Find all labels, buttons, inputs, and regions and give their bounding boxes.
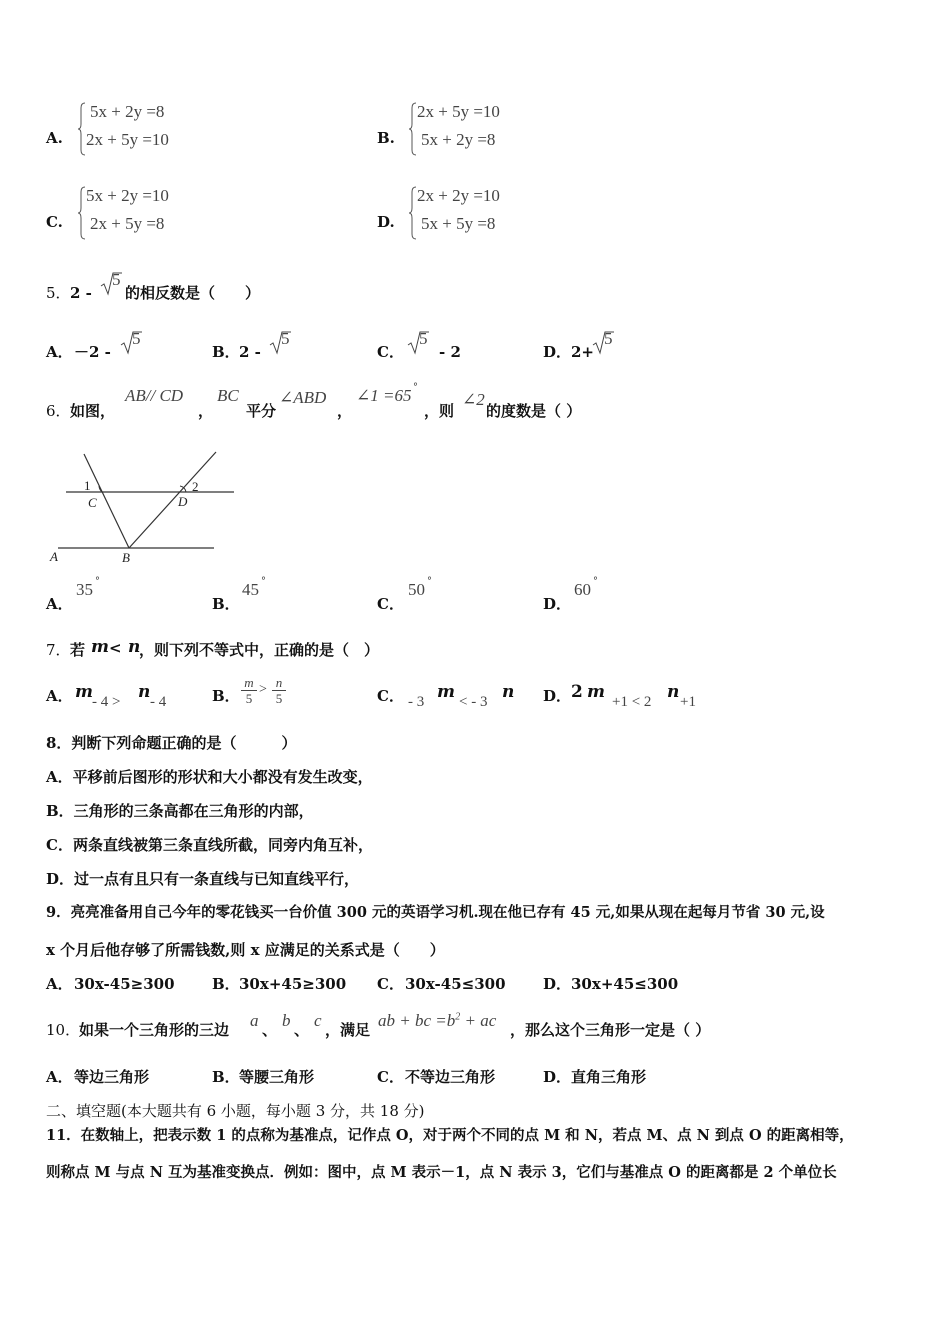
var-n: n	[502, 682, 515, 702]
math-expr: - 4 >	[92, 694, 121, 710]
option-letter: B.	[377, 129, 395, 147]
option-b: B．三角形的三条高都在三角形的内部，	[46, 802, 314, 820]
option-c-text: - 2	[439, 343, 461, 361]
denominator: 5	[245, 691, 253, 706]
equation-system	[78, 186, 218, 242]
denominator: 5	[275, 691, 283, 706]
option-b-text: 30x+45≥300	[239, 975, 347, 993]
label-c: C	[88, 495, 97, 510]
stem-part: ，则	[424, 402, 455, 420]
equation-exponent: 2	[455, 1011, 461, 1023]
var-n: n	[667, 682, 680, 702]
option-b-text: 2 -	[239, 343, 261, 361]
option-letter: A．	[46, 343, 73, 361]
section-title: 二、填空题(本大题共有 6 小题，每小题 3 分，共 18 分)	[46, 1102, 425, 1120]
option-letter: D．	[543, 687, 572, 705]
stem-part: ，那么这个三角形一定是（ ）	[510, 1021, 711, 1039]
option-value: 45	[242, 580, 259, 599]
degree-sign: °	[413, 382, 418, 393]
stem-part: 的度数是（ ）	[486, 402, 582, 420]
option-d-text: 直角三角形	[571, 1068, 647, 1086]
fraction-m-5	[241, 675, 257, 706]
math-expr: - 3	[408, 694, 425, 710]
option-d-text: 2+	[571, 343, 595, 361]
equation-1: 2x + 2y =10	[417, 186, 500, 205]
option-letter: D.	[377, 213, 395, 231]
var-a: a	[250, 1011, 259, 1030]
option-letter: B．	[212, 1068, 240, 1086]
option-c-text: 30x-45≤300	[405, 975, 506, 993]
equation	[378, 1011, 496, 1031]
option-letter: C．	[377, 343, 404, 361]
question-stem: 8．判断下列命题正确的是（ ）	[46, 734, 297, 752]
var-m: m	[75, 682, 93, 702]
question-number: 7．	[46, 641, 71, 659]
stem-part: 若	[70, 641, 86, 659]
math-expr: ∠2	[462, 390, 485, 409]
line-bd	[129, 452, 216, 548]
var-c: c	[314, 1011, 322, 1030]
equation-1: 5x + 2y =10	[86, 186, 169, 205]
var-b: b	[282, 1011, 291, 1030]
stem-part: 如图，	[70, 402, 116, 420]
var-n: n	[138, 682, 151, 702]
option-a-text: 30x-45≥300	[74, 975, 175, 993]
option-letter: A．	[46, 595, 73, 613]
fraction-n-5	[272, 675, 286, 706]
option-letter: A．	[46, 1068, 73, 1086]
question-stem-line-1: 9．亮亮准备用自己今年的零花钱买一台价值 300 元的英语学习机.现在他已存有 45 元,如果从现在起每月节省 30 元,设	[46, 904, 825, 921]
math-expr: ∠1 =65	[356, 386, 412, 405]
math-expr: +1 < 2	[612, 694, 652, 710]
stem-part: 如果一个三角形的三边	[79, 1021, 230, 1039]
var-n: n	[128, 637, 141, 657]
option-c: C．两条直线被第三条直线所截，同旁内角互补，	[46, 836, 373, 854]
geometry-figure	[44, 448, 244, 570]
equation-2: 5x + 5y =8	[421, 214, 496, 233]
option-letter: C．	[377, 975, 404, 993]
option-value: 50	[408, 580, 425, 599]
option-value: 35	[76, 580, 93, 599]
question-stem-tail: 的相反数是（ ）	[125, 284, 261, 302]
option-letter: B．	[212, 975, 240, 993]
var-m: m	[91, 637, 109, 657]
equation-1: 5x + 2y =8	[90, 102, 165, 121]
greater-than: >	[259, 682, 267, 697]
question-stem-line-1: 11．在数轴上，把表示数 1 的点称为基准点，记作点 O，对于两个不同的点 M 和 N，若点 M、点 N 到点 O 的距离相等，	[46, 1127, 854, 1144]
option-letter: A．	[46, 687, 73, 705]
radicand: 5	[132, 329, 141, 348]
radicand: 5	[419, 329, 428, 348]
option-a-text: 等边三角形	[74, 1068, 150, 1086]
equation-system	[409, 186, 549, 242]
option-letter: B．	[212, 343, 240, 361]
radicand: 5	[604, 329, 613, 348]
equation-tail: + ac	[460, 1011, 497, 1030]
separator: 、	[294, 1021, 310, 1039]
var-m: m	[587, 682, 605, 702]
stem-part: 平分	[246, 402, 277, 420]
stem-part: ，满足	[325, 1021, 371, 1039]
option-b-text: 等腰三角形	[239, 1068, 315, 1086]
option-letter: C.	[46, 213, 63, 231]
option-letter: D．	[543, 975, 572, 993]
separator: 、	[262, 1021, 278, 1039]
option-d: D．过一点有且只有一条直线与已知直线平行，	[46, 870, 360, 888]
stem-part: ，	[198, 402, 214, 420]
equation-main: ab + bc =b	[378, 1011, 456, 1030]
equation-system	[78, 102, 218, 158]
question-stem-line-2: 则称点 M 与点 N 互为基准变换点．例如：图中，点 M 表示－1，点 N 表示 3，它们与基准点 O 的距离都是 2 个单位长	[46, 1164, 837, 1181]
option-letter: C．	[377, 687, 404, 705]
label-2: 2	[192, 479, 199, 494]
option-letter: B．	[212, 595, 240, 613]
math-expr: - 4	[150, 694, 167, 710]
degree-sign: °	[593, 576, 598, 587]
option-c-text: 不等边三角形	[405, 1068, 496, 1086]
less-than: <	[109, 639, 122, 657]
math-expr: AB// CD	[125, 386, 184, 405]
math-expr: < - 3	[459, 694, 488, 710]
label-1: 1	[84, 478, 91, 493]
question-number: 10．	[46, 1021, 81, 1039]
equation-2: 2x + 5y =10	[86, 130, 169, 149]
question-number: 6．	[46, 402, 71, 420]
label-d: D	[178, 494, 188, 509]
option-d-text: 30x+45≤300	[571, 975, 679, 993]
radicand: 5	[281, 329, 290, 348]
option-letter: B．	[212, 687, 240, 705]
coefficient: 2	[571, 682, 583, 702]
degree-sign: °	[95, 576, 100, 587]
equation-1: 2x + 5y =10	[417, 102, 500, 121]
degree-sign: °	[261, 576, 266, 587]
option-a-text: －2 -	[74, 343, 111, 361]
option-letter: C．	[377, 595, 404, 613]
option-letter: D．	[543, 1068, 572, 1086]
label-a: A	[50, 549, 58, 564]
option-letter: D．	[543, 343, 572, 361]
var-m: m	[437, 682, 455, 702]
equation-2: 5x + 2y =8	[421, 130, 496, 149]
equation-system	[409, 102, 549, 158]
question-stem-line-2: x 个月后他存够了所需钱数,则 x 应满足的关系式是（ ）	[46, 941, 445, 959]
label-b: B	[122, 550, 130, 565]
question-stem: 2 -	[70, 284, 92, 302]
option-letter: A.	[46, 129, 63, 147]
stem-part: ，则下列不等式中，正确的是（ ）	[139, 641, 380, 659]
numerator: n	[272, 675, 286, 691]
stem-part: ，	[337, 402, 353, 420]
radicand: 5	[112, 270, 121, 289]
math-expr: ∠ABD	[279, 388, 327, 407]
numerator: m	[241, 675, 257, 691]
option-value: 60	[574, 580, 591, 599]
option-letter: D．	[543, 595, 572, 613]
degree-sign: °	[427, 576, 432, 587]
option-a: A．平移前后图形的形状和大小都没有发生改变，	[46, 768, 373, 786]
math-expr: +1	[680, 694, 696, 710]
option-letter: A．	[46, 975, 73, 993]
question-number: 5．	[46, 284, 71, 302]
equation-2: 2x + 5y =8	[90, 214, 165, 233]
option-letter: C．	[377, 1068, 404, 1086]
math-expr: BC	[217, 386, 239, 405]
